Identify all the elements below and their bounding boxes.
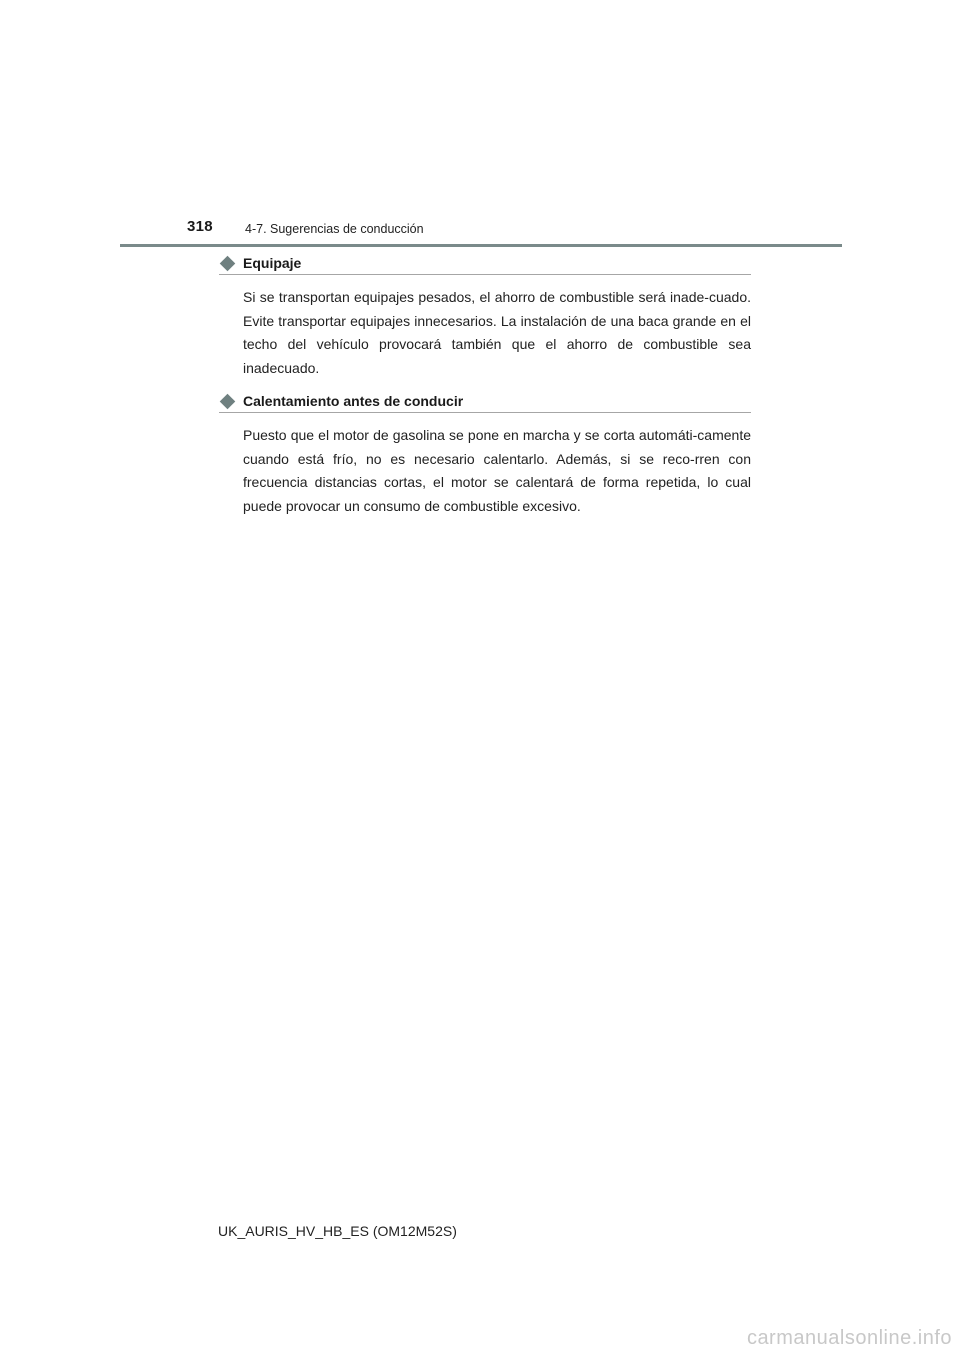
- watermark: carmanualsonline.info: [746, 1327, 952, 1349]
- diamond-bullet-icon: [220, 255, 236, 271]
- subsection-heading-text: Calentamiento antes de conducir: [243, 393, 464, 409]
- subsection-heading: [219, 390, 751, 413]
- subsection-heading: [219, 252, 751, 275]
- header-rule: [120, 244, 842, 247]
- page-number: 318: [187, 218, 213, 235]
- subsection-heading-text: Equipaje: [243, 255, 302, 271]
- footer-model-code: UK_AURIS_HV_HB_ES (OM12M52S): [218, 1223, 457, 1239]
- main-content: [219, 252, 751, 518]
- subsection-body: Puesto que el motor de gasolina se pone en marcha y se corta automáti-camente cuando está frío, no es necesario calentarlo. Además, si se reco-rren con frecuencia distancias cortas, el motor se calentará de forma repetida, lo cual puede provocar un consumo de combustible excesivo.: [243, 427, 751, 514]
- diamond-bullet-icon: [220, 393, 236, 409]
- subsection-body: Si se transportan equipajes pesados, el ahorro de combustible será inade-cuado. Evite transportar equipajes innecesarios. La instalación de una baca grande en el techo del vehículo provocará también que el ahorro de combustible sea inadecuado.: [243, 289, 751, 376]
- subsection-equipaje: [219, 252, 751, 380]
- section-title: 4-7. Sugerencias de conducción: [245, 222, 424, 236]
- subsection-calentamiento: [219, 390, 751, 518]
